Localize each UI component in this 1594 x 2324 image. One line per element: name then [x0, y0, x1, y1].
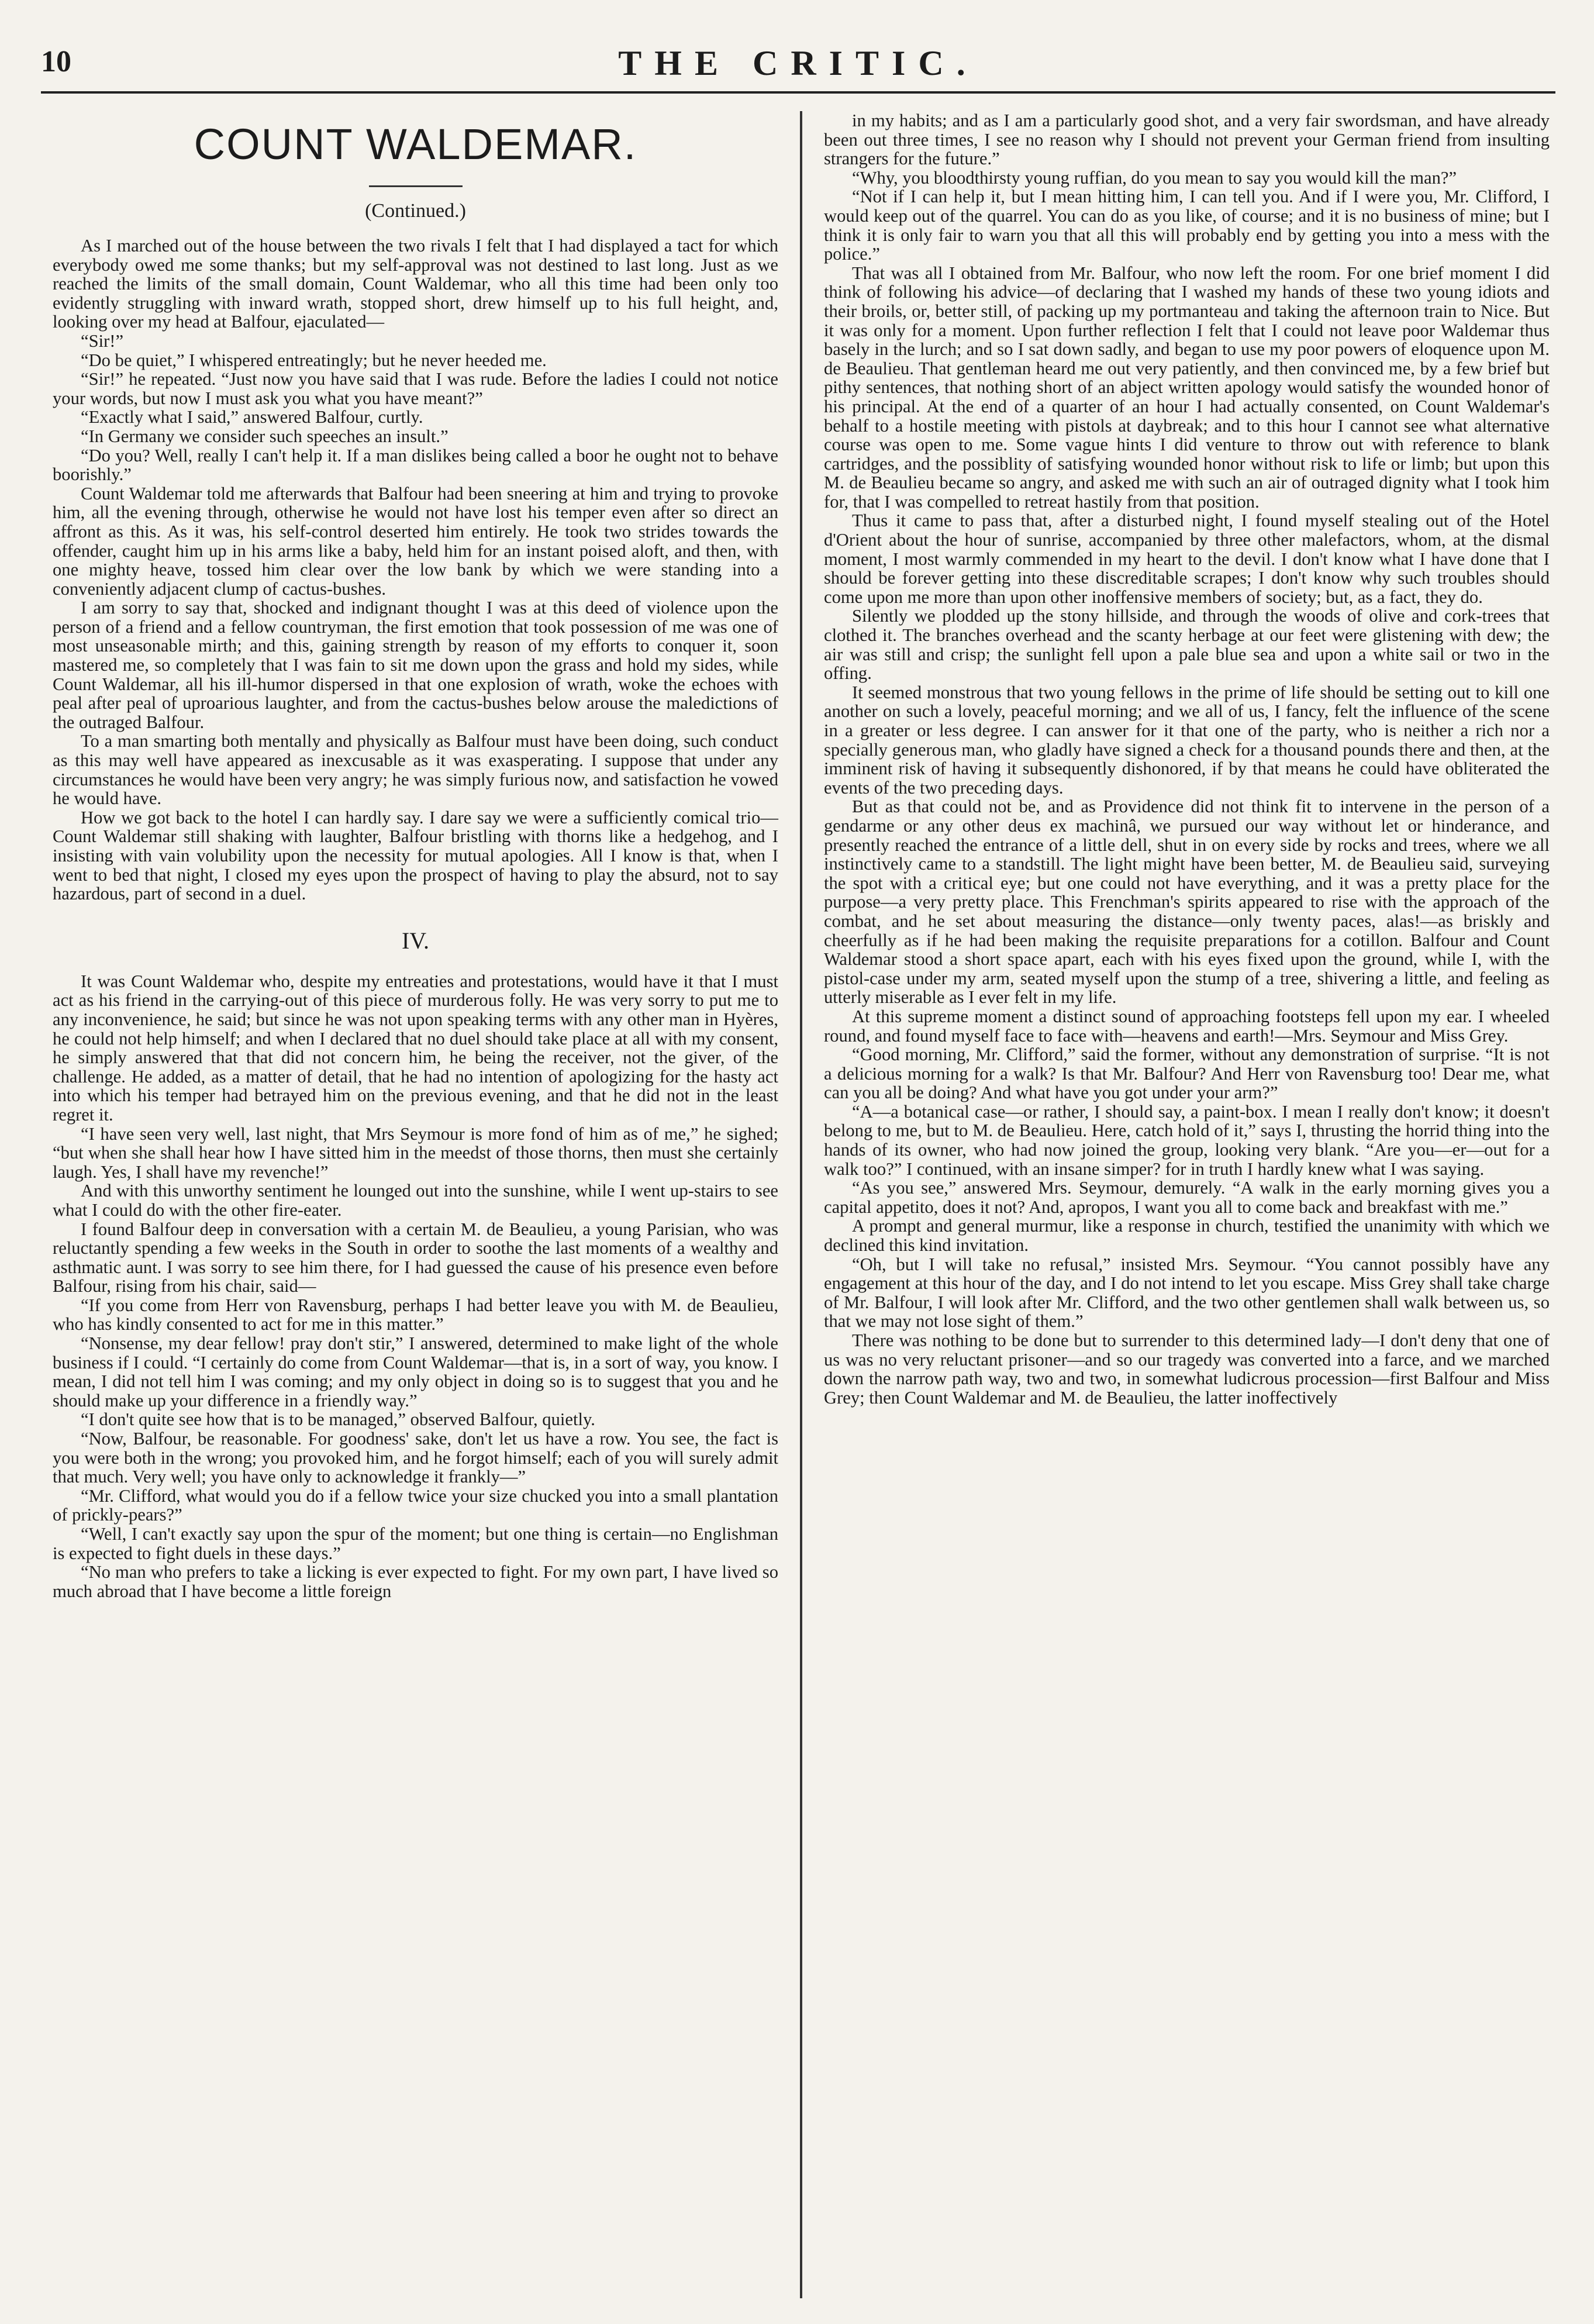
- paragraph: Count Waldemar told me afterwards that Balfour had been sneering at him and trying to provoke him, all the evening through, otherwise he would not have lost his temper even after so direct an affront as this. As it was, his self-control deserted him entirely. He took two strides towards the offender, caught him up in his arms like a baby, held him for an instant poised aloft, and then, with one mighty heave, tossed him clear over the low bank by which we were standing into a conveniently adjacent clump of cactus-bushes.: [53, 483, 778, 599]
- page-number: 10: [41, 45, 71, 78]
- paragraph: Silently we plodded up the stony hillside, and through the woods of olive and cork-trees that clothed it. The branches overhead and the scanty herbage at our feet were glistening with dew; the air was still and crisp; the sunlight fell upon a pale blue sea and upon a white sail or two in the offing.: [824, 606, 1550, 684]
- title-rule: [369, 185, 463, 187]
- paragraph: At this supreme moment a distinct sound of approaching footsteps fell upon my ear. I wheeled round, and found myself face to face with—heavens and earth!—Mrs. Seymour and Miss Grey.: [824, 1006, 1550, 1046]
- paragraph: “Sir!”: [81, 330, 124, 351]
- left-body-part-1: [53, 236, 778, 904]
- paragraph: “In Germany we consider such speeches an insult.”: [81, 426, 448, 446]
- paragraph: “No man who prefers to take a licking is ever expected to fight. For my own part, I have lived so much abroad that I have become a little foreign: [53, 1562, 778, 1601]
- paragraph: “Do you? Well, really I can't help it. If a man dislikes being called a boor he ought not to behave boorishly.”: [53, 445, 778, 485]
- paragraph: How we got back to the hotel I can hardly say. I dare say we were a sufficiently comical trio—Count Waldemar still shaking with laughter, Balfour bristling with thorns like a hedgehog, and I insisting with vain volubility upon the necessity for mutual apologies. All I know is that, when I went to bed that night, I closed my eyes upon the prospect of having to play the absurd, not to say hazardous, part of second in a duel.: [53, 807, 778, 904]
- paragraph: “If you come from Herr von Ravensburg, perhaps I had better leave you with M. de Beaulieu, who has kindly consented to act for me in this matter.”: [53, 1295, 778, 1335]
- paragraph: “Oh, but I will take no refusal,” insisted Mrs. Seymour. “You cannot possibly have any engagement at this hour of the day, and I do not intend to let you escape. Miss Grey shall take charge of Mr. Balfour, I will look after Mr. Clifford, and the two other gentlemen shall walk between us, so that we may not lose sight of them.”: [824, 1254, 1550, 1332]
- paragraph: A prompt and general murmur, like a response in church, testified the unanimity with which we declined this kind invitation.: [824, 1216, 1550, 1256]
- paragraph: There was nothing to be done but to surrender to this determined lady—I don't deny that one of us was no very reluctant prisoner—and so our tragedy was converted into a farce, and we marched down the narrow path way, two and two, in somewhat ludicrous procession—first Balfour and Miss Grey; then Count Waldemar and M. de Beaulieu, the latter inoffectively: [824, 1330, 1550, 1408]
- paragraph: But as that could not be, and as Providence did not think fit to intervene in the person of a gendarme or any other deus ex machinâ, we pursued our way without let or hinderance, and presently reached the entrance of a little dell, shut in on every side by rocks and trees, where we all instinctively came to a standstill. The light might have been better, M. de Beaulieu said, surveying the spot with a critical eye; but one could not have everything, and it was a pretty place for the purpose—a very pretty place. This Frenchman's spirits appeared to rise with the approach of the combat, and he set about measuring the distance—only twenty paces, alas!—as briskly and cheerfully as if he had been making the requisite preparations for a cotillon. Balfour and Count Waldemar stood a short space apart, each with his eyes fixed upon the ground, while I, with the pistol-case under my arm, seated myself upon the stump of a tree, shivering a little, and feeling as utterly miserable as I ever felt in my life.: [824, 796, 1550, 1008]
- paragraph: “Sir!” he repeated. “Just now you have said that I was rude. Before the ladies I could not notice your words, but now I must ask you what you have meant?”: [53, 369, 778, 408]
- paragraph: I am sorry to say that, shocked and indignant thought I was at this deed of violence upon the person of a friend and a fellow countryman, the first emotion that took possession of me was one of most unseasonable mirth; and this, gaining strength by reason of my efforts to conquer it, soon mastered me, so completely that I was fain to sit me down upon the grass and hold my sides, while Count Waldemar, all his ill-humor dispersed in that one explosion of wrath, woke the echoes with peal after peal of uproarious laughter, and from the cactus-bushes below arouse the maledictions of the outraged Balfour.: [53, 598, 778, 732]
- article-columns: [53, 111, 1550, 2298]
- paragraph: “Why, you bloodthirsty young ruffian, do you mean to say you would kill the man?”: [852, 167, 1457, 188]
- right-column: [810, 111, 1550, 2298]
- paragraph: “Not if I can help it, but I mean hitting him, I can tell you. And if I were you, Mr. Clifford, I would keep out of the quarrel. You can do as you like, of course; and it is no business of mine; but I think it is only fair to warn you that all this will probably end by getting you into a mess with the police.”: [824, 187, 1550, 264]
- paragraph: That was all I obtained from Mr. Balfour, who now left the room. For one brief moment I did think of following his advice—of declaring that I washed my hands of these two young idiots and their broils, or, better still, of packing up my portmanteau and taking the afternoon train to Nice. But it was only for a moment. Upon further reflection I felt that I could not leave poor Waldemar thus basely in the lurch; and so I sat down sadly, and began to use my poor powers of eloquence upon M. de Beaulieu. That gentleman heard me out very patiently, and then convinced me, by a few brief but pithy sentences, that nothing short of an abject written apology would satisfy the wounded honor of his principal. At the end of a quarter of an hour I had actually consented, on Count Waldemar's behalf to a hostile meeting with pistols at daybreak; and to this hour I cannot see what alternative course was open to me. Some vague hints I did venture to throw out with reference to blank cartridges, and the possiblity of satisfying wounded honor without risk to life or limb; but upon this M. de Beaulieu became so angry, and asked me with such an air of outraged dignity what I took him for, that I was compelled to retreat hastily from that position.: [824, 263, 1550, 512]
- section-number: IV.: [401, 927, 430, 954]
- paragraph: “Exactly what I said,” answered Balfour, curtly.: [81, 407, 423, 427]
- paragraph: “As you see,” answered Mrs. Seymour, demurely. “A walk in the early morning gives you a capital appetito, does it not? And, apropos, I want you all to come back and breakfast with me.”: [824, 1178, 1550, 1217]
- paragraph: “I don't quite see how that is to be managed,” observed Balfour, quietly.: [81, 1409, 595, 1430]
- column-divider: [800, 111, 802, 2298]
- paragraph: in my habits; and as I am a particularly good shot, and a very fair swordsman, and have already been out three times, I see no reason why I should not prevent your German friend from insulting strangers for the future.”: [824, 111, 1550, 169]
- paragraph: “Well, I can't exactly say upon the spur of the moment; but one thing is certain—no Englishman is expected to fight duels in these days.”: [53, 1524, 778, 1563]
- paragraph: It was Count Waldemar who, despite my entreaties and protestations, would have it that I must act as his friend in the carrying-out of this piece of murderous folly. He was very sorry to put me to any inconvenience, he said; but since he was not upon speaking terms with any other man in Hyères, he could not help himself; and when I declared that no duel should take place at all with my consent, he simply answered that that did not concern him, he being the receiver, not the giver, of the challenge. He added, as a matter of detail, that he had no intention of apologizing for the hasty act into which his temper had betrayed him on the previous evening, and that he did not in the least regret it.: [53, 971, 778, 1125]
- left-body-part-2: [53, 972, 778, 1601]
- right-body: [824, 111, 1550, 1407]
- paragraph: “A—a botanical case—or rather, I should say, a paint-box. I mean I really don't know; it doesn't belong to me, but to M. de Beaulieu. Here, catch hold of it,” says I, thrusting the horrid thing into the hands of its owner, who had now joined the group, looking very blank. “Are you—er—out for a walk too?” I continued, with an insane simper? for in truth I hardly knew what I was saying.: [824, 1101, 1550, 1179]
- paragraph: “Good morning, Mr. Clifford,” said the former, without any demonstration of surprise. “It is not a delicious morning for a walk? Is that Mr. Balfour? And Herr von Ravensburg too! Dear me, what can you all be doing? And what have you got under your arm?”: [824, 1044, 1550, 1103]
- paragraph: “Do be quiet,” I whispered entreatingly; but he never heeded me.: [81, 350, 547, 370]
- left-column: [53, 111, 792, 2298]
- paragraph: And with this unworthy sentiment he lounged out into the sunshine, while I went up-stairs to see what I could do with the other fire-eater.: [53, 1181, 778, 1220]
- paragraph: “I have seen very well, last night, that Mrs Seymour is more fond of him as of me,” he sighed; “but when she shall hear how I have sitted him in the meedst of those thorns, then must she certainly laugh. Yes, I shall have my revenche!”: [53, 1123, 778, 1182]
- header-rule: [41, 91, 1555, 94]
- masthead: THE CRITIC.: [618, 44, 978, 82]
- paragraph: “Nonsense, my dear fellow! pray don't stir,” I answered, determined to make light of the whole business if I could. “I certainly do come from Count Waldemar—that is, in a sort of way, you know. I mean, I did not tell him I was coming; and my only object in doing so is to suggest that you and he should make up your difference in a friendly way.”: [53, 1333, 778, 1411]
- page-header: [41, 35, 1555, 94]
- paragraph: “Now, Balfour, be reasonable. For goodness' sake, don't let us have a row. You see, the fact is you were both in the wrong; you provoked him, and he forgot himself; each of you will surely admit that much. Very well; you have only to acknowledge it frankly—”: [53, 1429, 778, 1487]
- article-title: COUNT WALDEMAR.: [194, 120, 637, 168]
- paragraph: To a man smarting both mentally and physically as Balfour must have been doing, such conduct as this may well have appeared as inexcusable as it was exasperating. I suppose that under any circumstances he would have been very angry; he was simply furious now, and satisfaction he vowed he would have.: [53, 731, 778, 809]
- paragraph: It seemed monstrous that two young fellows in the prime of life should be setting out to kill one another on such a lovely, peaceful morning; and we all of us, I fancy, felt the influence of the scene in a greater or less degree. I can answer for it that one of the party, who is neither a rich nor a specially generous man, who gladly have signed a check for a thousand pounds there and then, at the imminent risk of having it subsequently dishonored, if by that means he could have obliterated the events of the two preceding days.: [824, 682, 1550, 798]
- paragraph: As I marched out of the house between the two rivals I felt that I had displayed a tact for which everybody owed me some thanks; but my self-approval was not destined to last long. Just as we reached the limits of the small domain, Count Waldemar, who all this time had been only too evidently struggling with inward wrath, stopped short, drew himself up to his full height, and, looking over my head at Balfour, ejaculated—: [53, 236, 778, 332]
- paragraph: Thus it came to pass that, after a disturbed night, I found myself stealing out of the Hotel d'Orient about the hour of sunrise, accompanied by three other malefactors, whom, at the dismal moment, I most warmly commended in my heart to the devil. I don't know what I have done that I should be forever getting into these discreditable scrapes; I don't know why such troubles should come upon me more than upon other inoffensive members of society; but, as a fact, they do.: [824, 511, 1550, 607]
- paragraph: I found Balfour deep in conversation with a certain M. de Beaulieu, a young Parisian, who was reluctantly spending a few weeks in the South in order to soothe the last moments of a wealthy and asthmatic aunt. I was sorry to see him there, for I had guessed the cause of his presence even before Balfour, rising from his chair, said—: [53, 1219, 778, 1297]
- continued-note: (Continued.): [365, 200, 466, 222]
- paragraph: “Mr. Clifford, what would you do if a fellow twice your size chucked you into a small plantation of prickly-pears?”: [53, 1485, 778, 1525]
